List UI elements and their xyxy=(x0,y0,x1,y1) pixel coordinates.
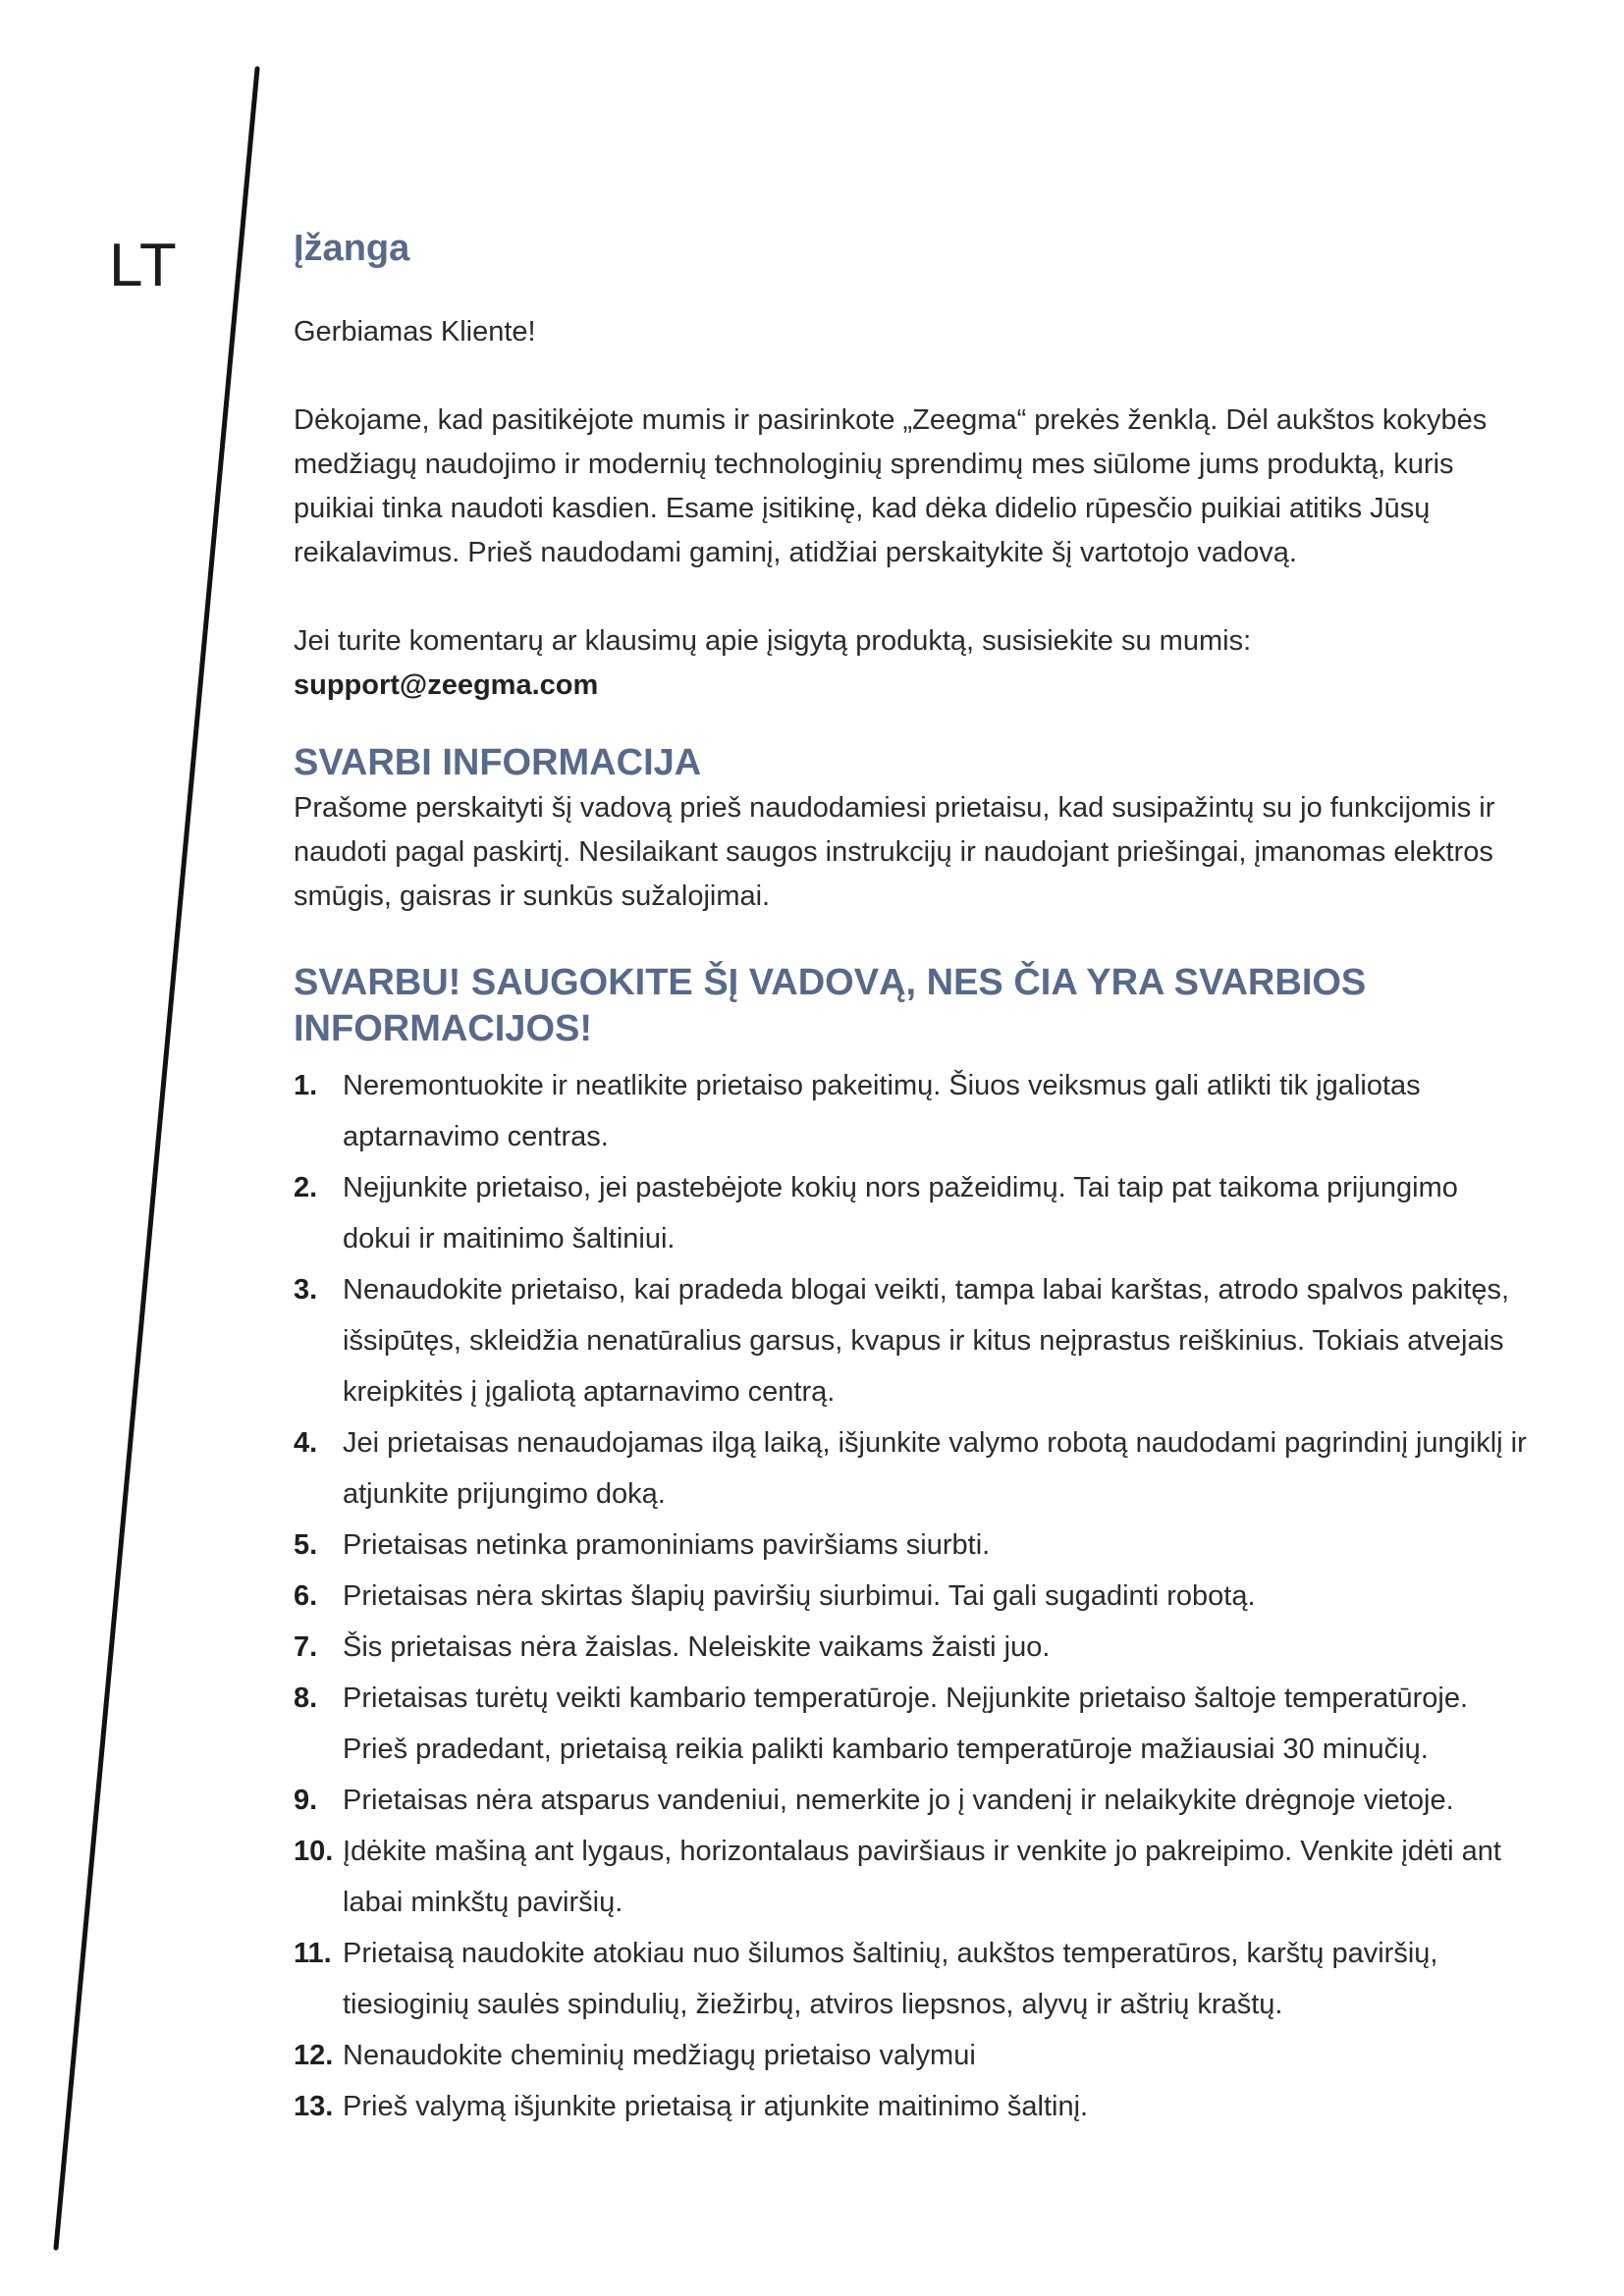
list-item-number: 9. xyxy=(294,1785,318,1816)
list-item-number: 7. xyxy=(294,1631,318,1663)
list-item-text: Prietaisas nėra skirtas šlapių paviršių siurbimui. Tai gali sugadinti robotą. xyxy=(343,1580,1256,1612)
list-item xyxy=(294,1775,1531,1826)
list-item-text: Neįjunkite prietaiso, jei pastebėjote kokių nors pažeidimų. Tai taip pat taikoma prijungimo dokui ir maitinimo šaltiniui. xyxy=(343,1172,1458,1255)
list-item-number: 2. xyxy=(294,1172,318,1203)
list-item-text: Šis prietaisas nėra žaislas. Neleiskite vaikams žaisti juo. xyxy=(343,1631,1051,1663)
greeting: Gerbiamas Kliente! xyxy=(294,316,536,347)
list-item-number: 5. xyxy=(294,1529,318,1561)
list-item-text: Prietaisas nėra atsparus vandeniui, nemerkite jo į vandenį ir nelaikykite drėgnoje vietoje. xyxy=(343,1785,1454,1816)
safety-heading: SVARBU! SAUGOKITE ŠĮ VADOVĄ, NES ČIA YRA SVARBIOS INFORMACIJOS! xyxy=(294,962,1367,1049)
important-info-heading: SVARBI INFORMACIJA xyxy=(294,742,702,783)
support-email: support@zeegma.com xyxy=(294,669,599,701)
list-item xyxy=(294,1571,1531,1622)
list-item-text: Jei prietaisas nenaudojamas ilgą laiką, išjunkite valymo robotą naudodami pagrindinį jungiklį ir atjunkite prijungimo doką. xyxy=(343,1427,1527,1510)
list-item-text: Prieš valymą išjunkite prietaisą ir atjunkite maitinimo šaltinį. xyxy=(343,2091,1089,2122)
list-item-text: Prietaisą naudokite atokiau nuo šilumos šaltinių, aukštos temperatūros, karštų paviršių, tiesioginių saulės spindulių, žiežirbų, atviros liepsnos, alyvų ir aštrių kraštų. xyxy=(343,1938,1438,2020)
list-item-text: Nenaudokite prietaiso, kai pradeda blogai veikti, tampa labai karštas, atrodo spalvos pakitęs, išsipūtęs, skleidžia nenatūralius garsus, kvapus ir kitus neįprastus reiškinius. Tokiais atvejais kreipkitės į įgaliotą aptarnavimo centrą. xyxy=(343,1274,1510,1408)
list-item xyxy=(294,1928,1531,2030)
list-item xyxy=(294,2081,1531,2132)
contact-text: Jei turite komentarų ar klausimų apie įsigytą produktą, susisiekite su mumis: xyxy=(294,625,1252,657)
list-item xyxy=(294,1826,1531,1928)
list-item xyxy=(294,1417,1531,1520)
list-item-text: Įdėkite mašiną ant lygaus, horizontalaus paviršiaus ir venkite jo pakreipimo. Venkite įdėti ant labai minkštų paviršių. xyxy=(343,1836,1501,1918)
list-item-number: 1. xyxy=(294,1070,318,1101)
list-item-number: 8. xyxy=(294,1682,318,1714)
list-item-number: 10. xyxy=(294,1836,334,1867)
list-item xyxy=(294,1264,1531,1417)
safety-list xyxy=(294,1060,1531,2132)
list-item xyxy=(294,1520,1531,1571)
list-item xyxy=(294,1162,1531,1264)
list-item-number: 12. xyxy=(294,2040,334,2071)
list-item-text: Nenaudokite cheminių medžiagų prietaiso valymui xyxy=(343,2040,976,2071)
list-item xyxy=(294,1673,1531,1775)
manual-content xyxy=(294,226,1531,2132)
list-item-text: Prietaisas turėtų veikti kambario temperatūroje. Neįjunkite prietaiso šaltoje temperatūroje. Prieš pradedant, prietaisą reikia palikti kambario temperatūroje mažiausiai 30 minučių. xyxy=(343,1682,1469,1765)
list-item-number: 6. xyxy=(294,1580,318,1612)
list-item-text: Prietaisas netinka pramoniniams paviršiams siurbti. xyxy=(343,1529,991,1561)
list-item-number: 13. xyxy=(294,2091,334,2122)
intro-paragraph: Dėkojame, kad pasitikėjote mumis ir pasirinkote „Zeegma“ prekės ženklą. Dėl aukštos kokybės medžiagų naudojimo ir modernių technologinių sprendimų mes siūlome jums produktą, kuris puikiai tinka naudoti kasdien. Esame įsitikinę, kad dėka didelio rūpesčio puikiai atitiks Jūsų reikalavimus. Prieš naudodami gaminį, atidžiai perskaitykite šį vartotojo vadovą. xyxy=(294,404,1488,568)
list-item-number: 11. xyxy=(294,1938,332,1969)
list-item xyxy=(294,1622,1531,1673)
important-info-text: Prašome perskaityti šį vadovą prieš naudodamiesi prietaisu, kad susipažintų su jo funkcijomis ir naudoti pagal paskirtį. Nesilaikant saugos instrukcijų ir naudojant priešingai, įmanomas elektros smūgis, gaisras ir sunkūs sužalojimai. xyxy=(294,792,1495,912)
list-item xyxy=(294,1060,1531,1162)
list-item-number: 4. xyxy=(294,1427,318,1459)
list-item-text: Neremontuokite ir neatlikite prietaiso pakeitimų. Šiuos veiksmus gali atlikti tik įgaliotas aptarnavimo centras. xyxy=(343,1070,1421,1152)
list-item xyxy=(294,2030,1531,2081)
language-label: LT xyxy=(109,232,178,299)
intro-heading: Įžanga xyxy=(294,228,410,269)
list-item-number: 3. xyxy=(294,1274,318,1306)
